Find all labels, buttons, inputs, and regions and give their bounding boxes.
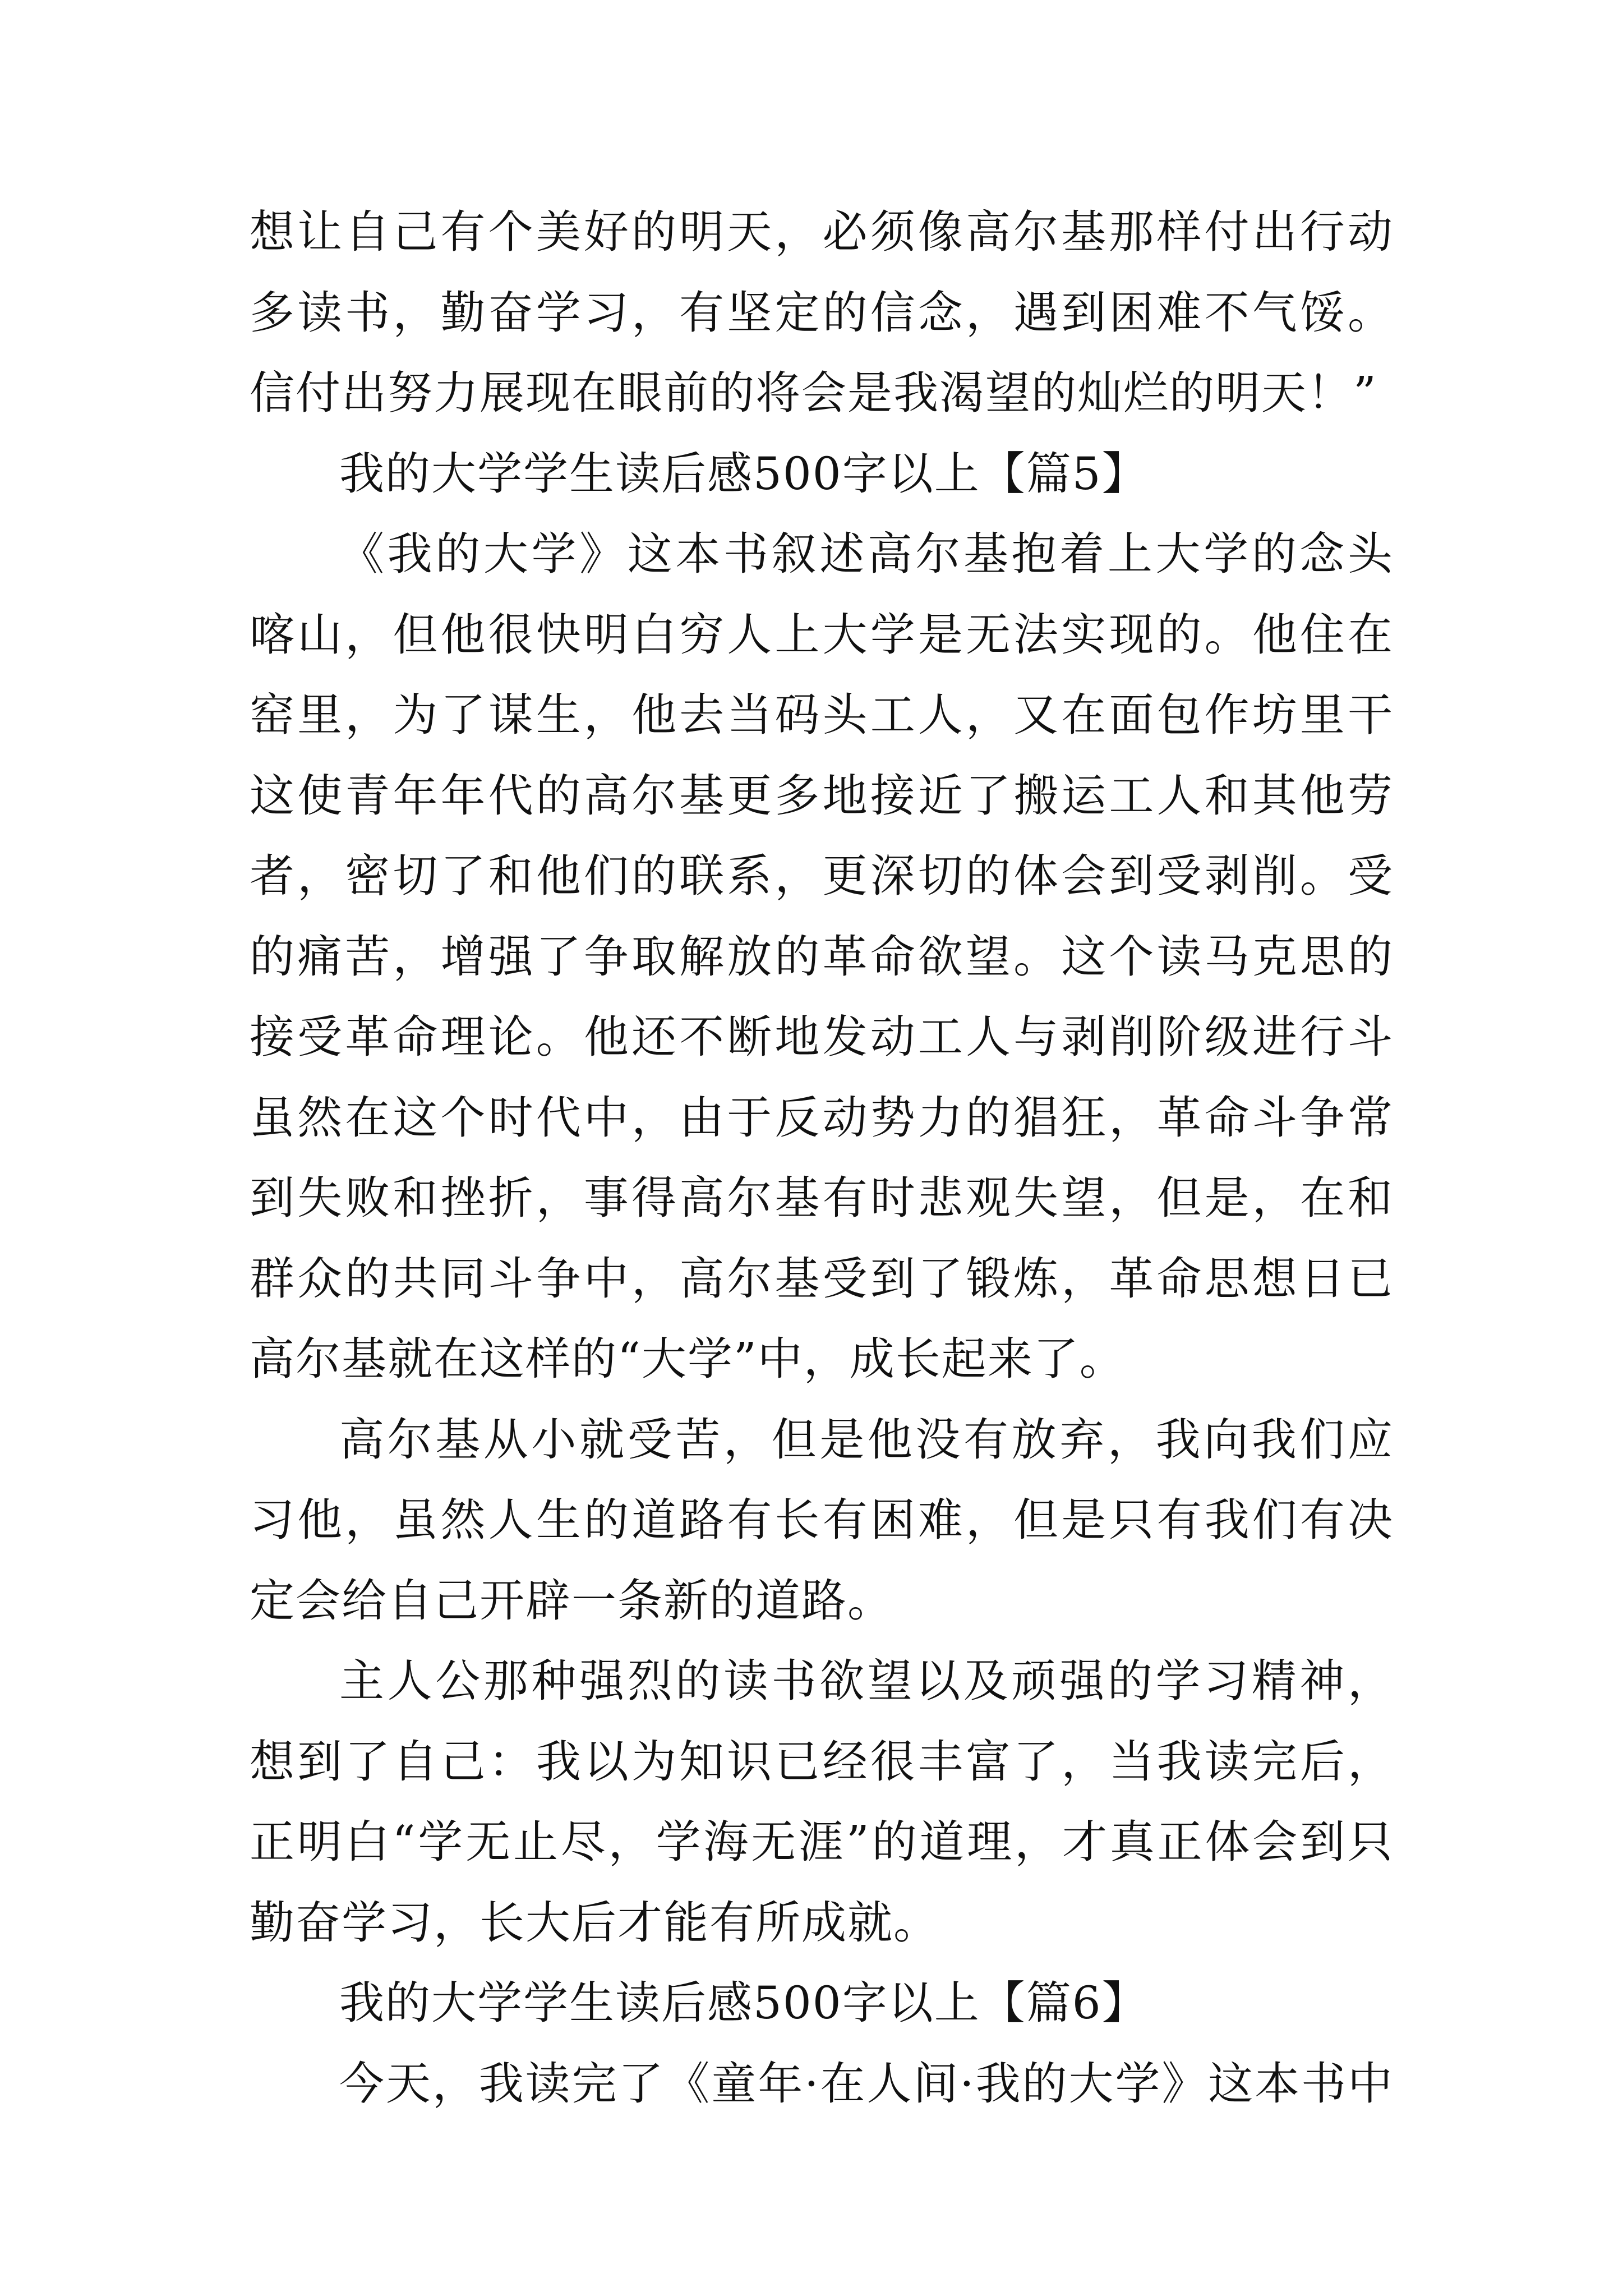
text-line: 正明白“学无止尽，学海无涯”的道理，才真正体会到只	[250, 1816, 1394, 1868]
text-line: 虽然在这个时代中，由于反动势力的猖狂，革命斗争常	[250, 1091, 1394, 1144]
text-line: 想让自己有个美好的明天，必须像高尔基那样付出行动	[250, 206, 1394, 258]
text-line: 这使青年年代的高尔基更多地接近了搬运工人和其他劳	[250, 769, 1394, 822]
text-line: 的痛苦，增强了争取解放的革命欲望。这个读马克思的	[250, 930, 1394, 983]
text-line: 今天，我读完了《童年·在人间·我的大学》这本书中	[339, 2057, 1394, 2110]
text-line: 窑里，为了谋生，他去当码头工人，又在面包作坊里干	[250, 689, 1394, 741]
text-line: 高尔基就在这样的“大学”中，成长起来了。	[250, 1333, 1126, 1385]
text-line: 喀山，但他很快明白穷人上大学是无法实现的。他住在	[250, 608, 1394, 661]
text-line: 主人公那种强烈的读书欲望以及顽强的学习精神，	[339, 1655, 1394, 1707]
text-line: 接受革命理论。他还不断地发动工人与剥削阶级进行斗	[250, 1011, 1394, 1063]
section-heading: 我的大学学生读后感500字以上【篇5】	[339, 447, 1148, 500]
text-line: 定会给自己开辟一条新的道路。	[250, 1574, 893, 1627]
text-line: 《我的大学》这本书叙述高尔基抱着上大学的念头	[339, 528, 1394, 580]
text-line: 群众的共同斗争中，高尔基受到了锻炼，革命思想日已	[250, 1252, 1394, 1305]
text-line: 习他，虽然人生的道路有长有困难，但是只有我们有决	[250, 1494, 1394, 1546]
text-line: 高尔基从小就受苦，但是他没有放弃，我向我们应	[339, 1413, 1394, 1466]
text-line: 信付出努力展现在眼前的将会是我渴望的灿烂的明天！”	[250, 367, 1377, 419]
text-line: 勤奋学习，长大后才能有所成就。	[250, 1896, 939, 1949]
text-line: 多读书，勤奋学习，有坚定的信念，遇到困难不气馁。	[250, 286, 1394, 339]
section-heading: 我的大学学生读后感500字以上【篇6】	[339, 1977, 1148, 2029]
text-line: 者，密切了和他们的联系，更深切的体会到受剥削。受	[250, 850, 1394, 902]
body-text	[250, 192, 1394, 2124]
text-line: 想到了自己：我以为知识已经很丰富了，当我读完后，	[250, 1735, 1394, 1788]
text-line: 到失败和挫折，事得高尔基有时悲观失望，但是，在和	[250, 1172, 1394, 1224]
